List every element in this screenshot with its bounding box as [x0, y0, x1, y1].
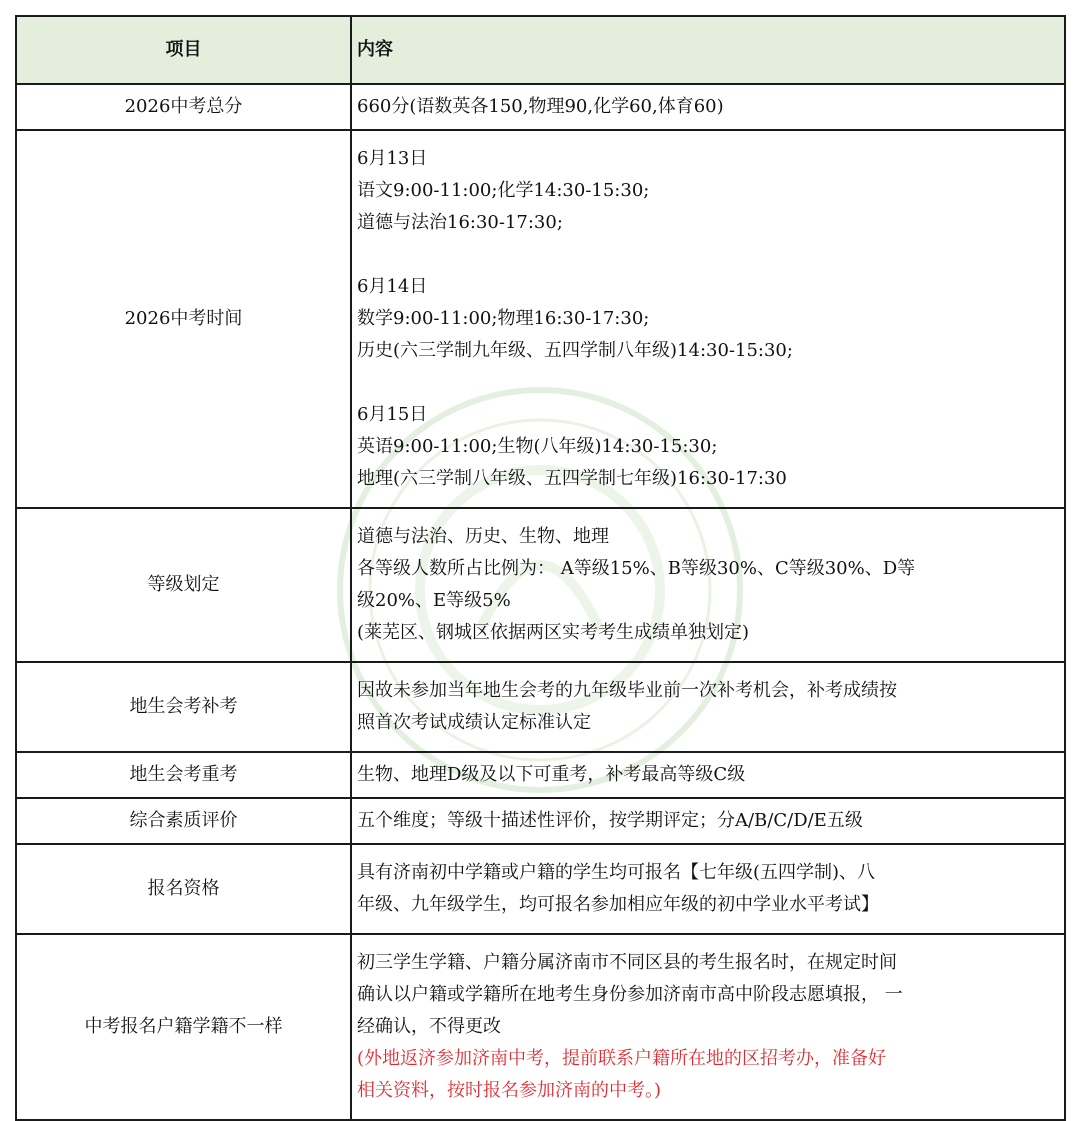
- schedule-line: 地理(六三学制八年级、五四学制七年级)16:30-17:30: [357, 468, 787, 489]
- header-item: 项目: [16, 16, 351, 84]
- row-exam-schedule: [16, 130, 1065, 508]
- row-value-line: 级20%、E等级5%: [357, 590, 511, 611]
- schedule-date: 6月13日: [357, 148, 428, 169]
- row-label: 地生会考重考: [16, 752, 351, 798]
- row-value-line: 年级、九年级学生，均可报名参加相应年级的初中学业水平考试】: [357, 894, 879, 915]
- row-value-line: 因故未参加当年地生会考的九年级毕业前一次补考机会，补考成绩按: [357, 680, 897, 701]
- schedule-line: 英语9:00-11:00;生物(八年级)14:30-15:30;: [357, 436, 718, 457]
- row-value-line: 初三学生学籍、户籍分属济南市不同区县的考生报名时，在规定时间: [357, 952, 897, 973]
- row-retake-exam: [16, 752, 1065, 798]
- schedule-date: 6月14日: [357, 276, 428, 297]
- row-makeup-exam: [16, 662, 1065, 752]
- schedule-line: 道德与法治16:30-17:30;: [357, 212, 563, 233]
- row-value-line: 660分(语数英各150,物理90,化学60,体育60): [357, 96, 724, 117]
- row-value-line: 照首次考试成绩认定标准认定: [357, 712, 591, 733]
- red-note-line: 相关资料，按时报名参加济南的中考。): [357, 1080, 662, 1101]
- row-label: 地生会考补考: [16, 662, 351, 752]
- row-value-line: 经确认，不得更改: [357, 1016, 501, 1037]
- row-total-score: [16, 84, 1065, 130]
- row-value-line: 确认以户籍或学籍所在地考生身份参加济南市高中阶段志愿填报， 一: [357, 984, 903, 1005]
- header-content: 内容: [351, 16, 1065, 84]
- row-quality-evaluation: [16, 798, 1065, 844]
- row-grade-division: [16, 508, 1065, 662]
- table-header-row: [16, 16, 1065, 84]
- row-value-line: 生物、地理D级及以下可重考，补考最高等级C级: [357, 764, 746, 785]
- schedule-date: 6月15日: [357, 404, 428, 425]
- exam-info-table: [15, 15, 1066, 1121]
- row-value-line: 具有济南初中学籍或户籍的学生均可报名【七年级(五四学制)、八: [357, 862, 876, 883]
- schedule-line: 语文9:00-11:00;化学14:30-15:30;: [357, 180, 650, 201]
- row-label: 等级划定: [16, 508, 351, 662]
- schedule-line: 数学9:00-11:00;物理16:30-17:30;: [357, 308, 650, 329]
- row-value-line: 道德与法治、历史、生物、地理: [357, 526, 609, 547]
- schedule-line: 历史(六三学制九年级、五四学制八年级)14:30-15:30;: [357, 340, 793, 361]
- row-label: 2026中考时间: [16, 130, 351, 508]
- row-value-line: (莱芜区、钢城区依据两区实考考生成绩单独划定): [357, 622, 750, 643]
- red-note-line: (外地返济参加济南中考，提前联系户籍所在地的区招考办，准备好: [357, 1048, 887, 1069]
- row-label: 综合素质评价: [16, 798, 351, 844]
- row-value-line: 五个维度；等级十描述性评价，按学期评定；分A/B/C/D/E五级: [357, 810, 863, 831]
- row-label: 2026中考总分: [16, 84, 351, 130]
- row-value-line: 各等级人数所占比例为： A等级15%、B等级30%、C等级30%、D等: [357, 558, 916, 579]
- row-label: 中考报名户籍学籍不一样: [16, 934, 351, 1120]
- row-label: 报名资格: [16, 844, 351, 934]
- row-household-registration: [16, 934, 1065, 1120]
- row-registration-eligibility: [16, 844, 1065, 934]
